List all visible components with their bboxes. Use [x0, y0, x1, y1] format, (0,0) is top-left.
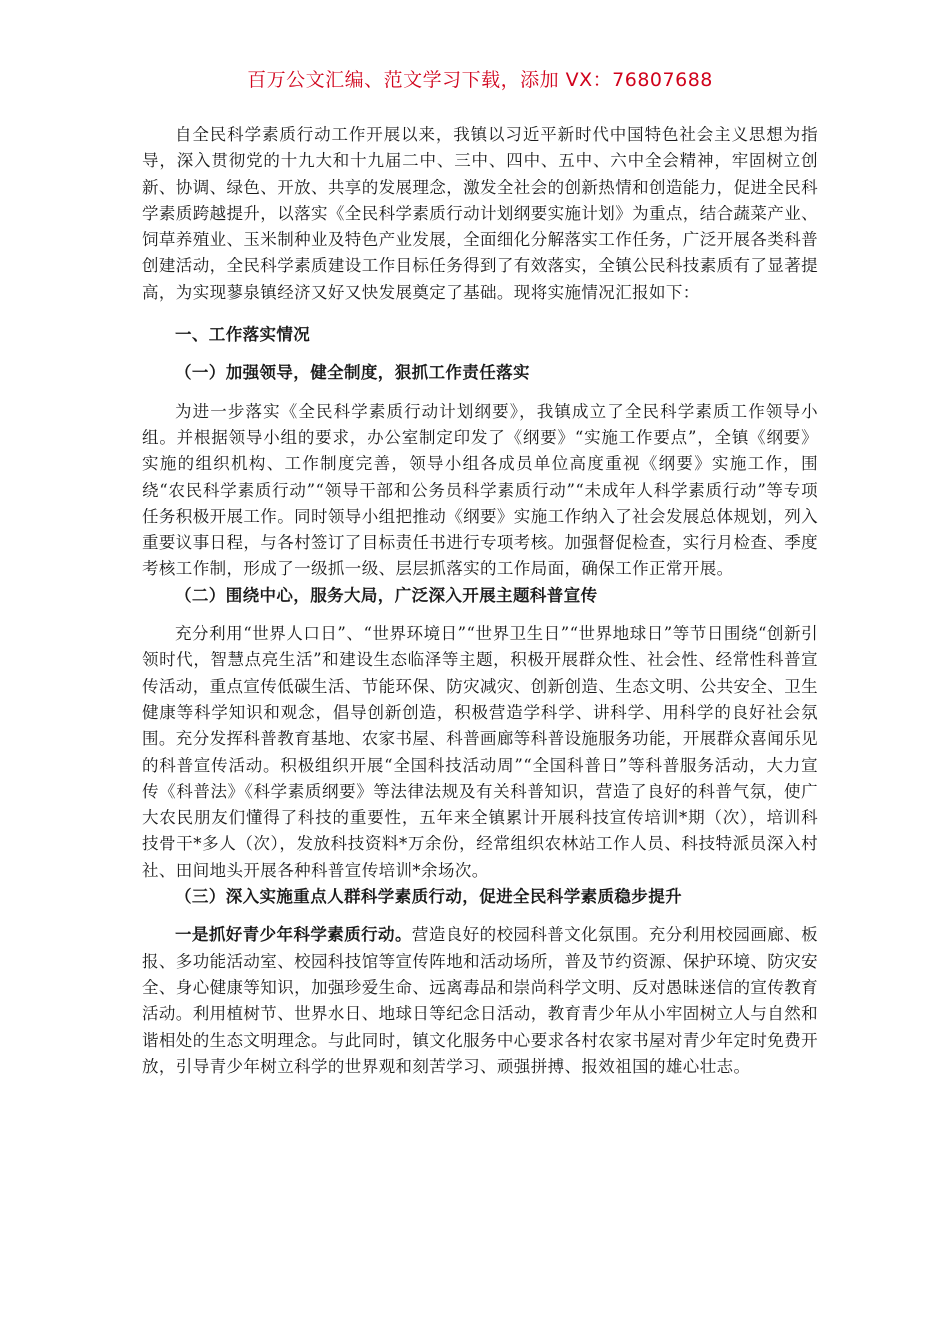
subsection-paragraph-3 — [142, 922, 818, 1080]
section-heading-1: 一、工作落实情况 — [175, 325, 311, 345]
intro-paragraph: 自全民科学素质行动工作开展以来，我镇以习近平新时代中国特色社会主义思想为指导，深入贯彻党的十九大和十九届二中、三中、四中、五中、六中全会精神，牢固树立创新、协调、绿色、开放、共享的发展理念，激发全社会的创新热情和创造能力，促进全民科学素质跨越提升，以落实《全民科学素质行动计划纲要实施计划》为重点，结合蔬菜产业、饲草养殖业、玉米制种业及特色产业发展，全面细化分解落实工作任务，广泛开展各类科普创建活动，全民科学素质建设工作目标任务得到了有效落实，全镇公民科技素质有了显著提高，为实现蓼泉镇经济又好又快发展奠定了基础。现将实施情况汇报如下： — [142, 125, 818, 302]
subsection-heading-3: （三）深入实施重点人群科学素质行动，促进全民科学素质稳步提升 — [175, 887, 682, 907]
paragraph-body-text: 营造良好的校园科普文化氛围。充分利用校园画廊、板报、多功能活动室、校园科技馆等宣传阵地和活动场所，普及节约资源、保护环境、防灾安全、身心健康等知识，加强珍爱生命、远离毒品和崇尚科学文明、反对愚昧迷信的宣传教育活动。利用植树节、世界水日、地球日等纪念日活动，教育青少年从小牢固树立人与自然和谐相处的生态文明理念。与此同时，镇文化服务中心要求各村农家书屋对青少年定时免费开放，引导青少年树立科学的世界观和刻苦学习、顽强拼搏、报效祖国的雄心壮志。 — [142, 925, 818, 1076]
subsection-paragraph-2: 充分利用“世界人口日”、“世界环境日”“世界卫生日”“世界地球日”等节日围绕“创新引领时代，智慧点亮生活”和建设生态临泽等主题，积极开展群众性、社会性、经常性科普宣传活动，重点宣传低碳生活、节能环保、防灾减灾、创新创造、生态文明、公共安全、卫生健康等科学知识和观念，倡导创新创造，积极营造学科学、讲科学、用科学的良好社会氛围。充分发挥科普教育基地、农家书屋、科普画廊等科普设施服务功能，开展群众喜闻乐见的科普宣传活动。积极组织开展“全国科技活动周”“全国科普日”等科普服务活动，大力宣传《科普法》《科学素质纲要》等法律法规及有关科普知识，营造了良好的科普气氛，使广大农民朋友们懂得了科技的重要性，五年来全镇累计开展科技宣传培训*期（次），培训科技骨干*多人（次），发放科技资料*万余份，经常组织农林站工作人员、科技特派员深入村社、田间地头开展各种科普宣传培训*余场次。 — [142, 624, 818, 880]
subsection-paragraph-1: 为进一步落实《全民科学素质行动计划纲要》，我镇成立了全民科学素质工作领导小组。并根据领导小组的要求，办公室制定印发了《纲要》“实施工作要点”，全镇《纲要》实施的组织机构、工作制度完善，领导小组各成员单位高度重视《纲要》实施工作，围绕“农民科学素质行动”“领导干部和公务员科学素质行动”“未成年人科学素质行动”等专项任务积极开展工作。同时领导小组把推动《纲要》实施工作纳入了社会发展总体规划，列入重要议事日程，与各村签订了目标责任书进行专项考核。加强督促检查，实行月检查、季度考核工作制，形成了一级抓一级、层层抓落实的工作局面，确保工作正常开展。 — [142, 401, 818, 579]
paragraph-lead-phrase: 一是抓好青少年科学素质行动。 — [175, 925, 412, 945]
document-page — [142, 66, 818, 1080]
subsection-heading-2: （二）围绕中心，服务大局，广泛深入开展主题科普宣传 — [175, 585, 598, 605]
watermark-header: 百万公文汇编、范文学习下载，添加 VX：76807688 — [247, 69, 713, 91]
subsection-heading-1: （一）加强领导，健全制度，狠抓工作责任落实 — [175, 363, 530, 383]
